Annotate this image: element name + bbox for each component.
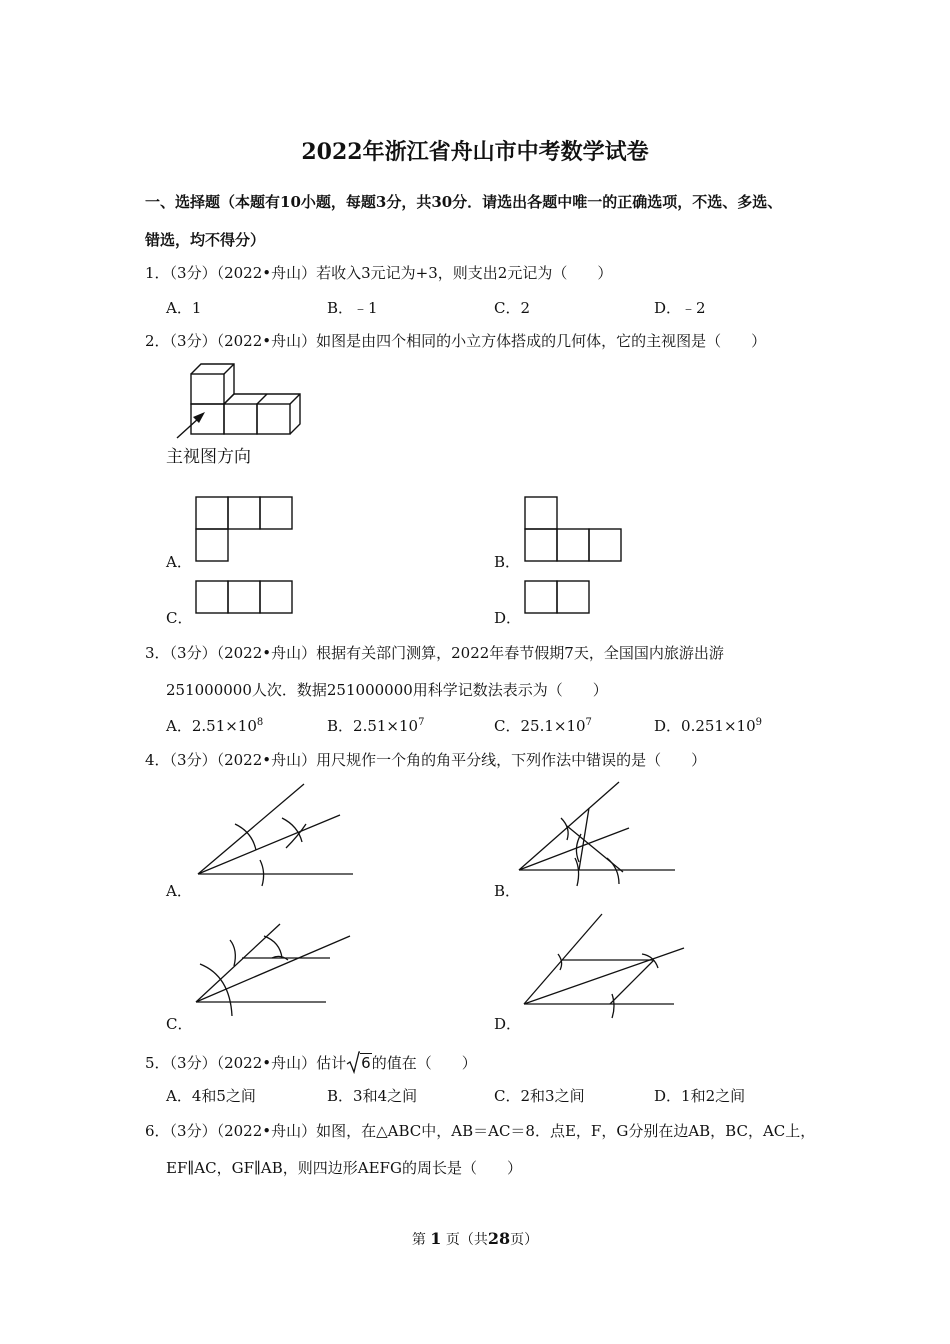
option-text: ﹣2 <box>681 299 706 317</box>
question-text: 用尺规作一个角的角平分线，下列作法中错误的是（ ） <box>316 751 707 769</box>
q2-option-b[interactable]: B． <box>494 553 521 571</box>
question-meta: （3分）（2022•舟山） <box>169 1054 317 1072</box>
cube-solid-figure <box>165 360 310 440</box>
sqrt-expression <box>346 1051 372 1073</box>
q4-option-d-figure <box>518 910 688 1022</box>
q2-option-d[interactable]: D． <box>494 609 522 627</box>
option-label: A． <box>166 1087 192 1105</box>
option-exponent: 9 <box>755 717 763 728</box>
question-meta: （3分）（2022•舟山） <box>169 332 317 350</box>
question-number: 6． <box>145 1122 170 1140</box>
option-base: 2.51×10 <box>353 717 419 735</box>
question-meta: （3分）（2022•舟山） <box>169 264 317 282</box>
q1-option-c[interactable] <box>494 297 530 318</box>
option-exponent: 7 <box>585 717 592 728</box>
q3-option-c[interactable] <box>494 715 592 736</box>
option-base: 25.1×10 <box>520 717 586 735</box>
option-text: 1 <box>191 299 202 317</box>
question-meta: （3分）（2022•舟山） <box>169 1122 317 1140</box>
option-label: B． <box>327 299 354 317</box>
q5-option-d[interactable] <box>654 1085 745 1106</box>
radicand: 6 <box>361 1054 371 1072</box>
total-pages: 28 <box>487 1229 511 1248</box>
section-heading-line2: 错选，均不得分） <box>145 231 266 249</box>
option-label: A． <box>166 717 192 735</box>
option-text: 2和3之间 <box>520 1087 585 1105</box>
option-text: 1和2之间 <box>681 1087 746 1105</box>
q2-option-c-figure <box>195 580 295 616</box>
q4-option-d[interactable]: D． <box>494 1015 522 1033</box>
option-text: ﹣1 <box>353 299 378 317</box>
q4-option-a-figure <box>190 780 360 890</box>
question-number: 1． <box>145 264 170 282</box>
question-2 <box>145 330 766 351</box>
q1-option-b[interactable] <box>327 297 378 318</box>
question-3-line2: 251000000人次．数据251000000用科学记数法表示为（ ） <box>166 681 608 699</box>
option-exponent: 7 <box>418 717 425 728</box>
q4-option-b[interactable]: B． <box>494 882 521 900</box>
question-6 <box>145 1120 815 1141</box>
option-text: 4和5之间 <box>191 1087 256 1105</box>
option-label: D． <box>654 1087 682 1105</box>
question-number: 5． <box>145 1054 170 1072</box>
q2-option-b-figure <box>524 496 624 562</box>
question-6-line2: EF∥AC，GF∥AB，则四边形AEFG的周长是（ ） <box>166 1159 522 1177</box>
question-1 <box>145 262 612 283</box>
page-title: 2022年浙江省舟山市中考数学试卷 <box>301 139 649 165</box>
question-text-before: 估计 <box>316 1054 347 1072</box>
option-base: 0.251×10 <box>681 717 756 735</box>
q5-option-b[interactable] <box>327 1085 417 1106</box>
option-label: C． <box>494 299 521 317</box>
sqrt-symbol-icon <box>346 1051 360 1073</box>
page-number: 1 <box>430 1229 442 1248</box>
option-base: 2.51×10 <box>191 717 257 735</box>
question-number: 2． <box>145 332 170 350</box>
option-text: 2 <box>520 299 531 317</box>
footer-suffix: 页） <box>510 1232 539 1248</box>
option-label: D． <box>654 717 682 735</box>
question-4 <box>145 749 706 770</box>
q3-option-d[interactable] <box>654 715 762 736</box>
question-number: 3． <box>145 644 170 662</box>
option-text: 3和4之间 <box>353 1087 418 1105</box>
option-label: D． <box>654 299 682 317</box>
question-5 <box>145 1051 477 1073</box>
question-text-after: 的值在（ ） <box>371 1054 477 1072</box>
option-label: B． <box>327 717 354 735</box>
question-meta: （3分）（2022•舟山） <box>169 644 317 662</box>
question-text: 若收入3元记为+3，则支出2元记为（ ） <box>316 264 613 282</box>
option-label: C． <box>494 717 521 735</box>
question-number: 4． <box>145 751 170 769</box>
question-text: 如图是由四个相同的小立方体搭成的几何体，它的主视图是（ ） <box>316 332 767 350</box>
question-3 <box>145 642 724 663</box>
q1-option-d[interactable] <box>654 297 706 318</box>
q2-option-d-figure <box>524 580 594 616</box>
figure-caption: 主视图方向 <box>166 447 251 467</box>
option-label: A． <box>166 299 192 317</box>
footer-middle: 页（共 <box>445 1232 488 1248</box>
q5-option-c[interactable] <box>494 1085 585 1106</box>
footer-prefix: 第 <box>411 1232 426 1248</box>
q4-option-b-figure <box>515 778 680 890</box>
q4-option-c[interactable]: C． <box>166 1015 193 1033</box>
section-heading-line1: 一、选择题（本题有10小题，每题3分，共30分．请选出各题中唯一的正确选项，不选、多选、 <box>145 193 783 211</box>
q4-option-c-figure <box>190 918 360 1028</box>
question-meta: （3分）（2022•舟山） <box>169 751 317 769</box>
option-label: B． <box>327 1087 354 1105</box>
question-text-line1: 如图，在△ABC中，AB＝AC＝8．点E，F，G分别在边AB，BC，AC上， <box>316 1122 816 1140</box>
option-exponent: 8 <box>256 717 264 728</box>
q1-option-a[interactable] <box>166 297 201 318</box>
q3-option-b[interactable] <box>327 715 424 736</box>
q2-option-a-figure <box>195 496 295 562</box>
q3-option-a[interactable] <box>166 715 263 736</box>
q4-option-a[interactable]: A． <box>166 882 192 900</box>
page-footer <box>0 1229 950 1249</box>
question-text-line1: 根据有关部门测算，2022年春节假期7天，全国国内旅游出游 <box>316 644 724 662</box>
q5-option-a[interactable] <box>166 1085 256 1106</box>
q2-option-a[interactable]: A． <box>166 553 192 571</box>
q2-option-c[interactable]: C． <box>166 609 193 627</box>
option-label: C． <box>494 1087 521 1105</box>
